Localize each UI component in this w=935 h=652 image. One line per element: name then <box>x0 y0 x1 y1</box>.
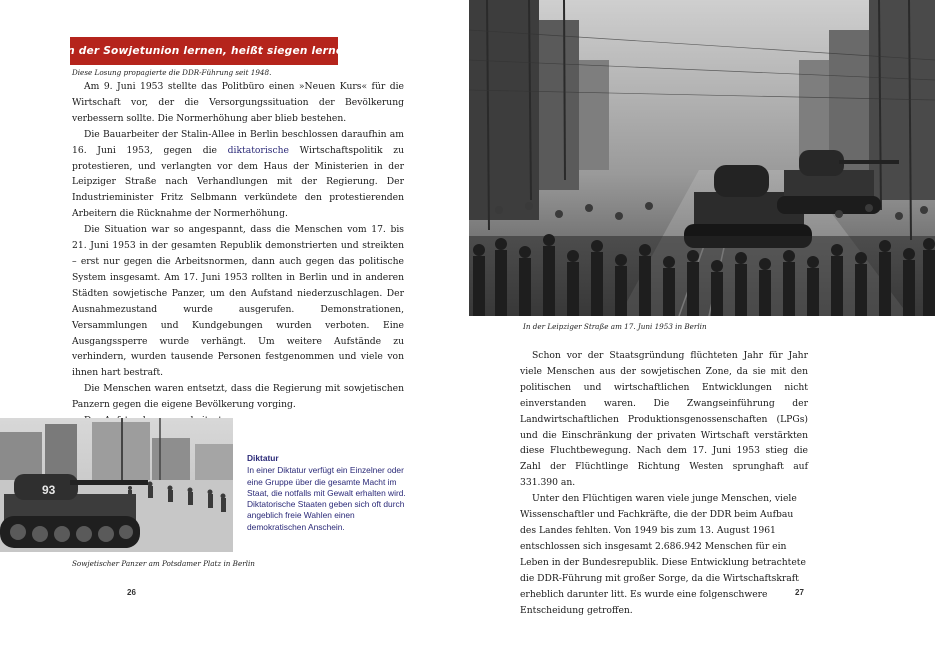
paragraph: Am 9. Juni 1953 stellte das Politbüro einen »Neuen Kurs« für die Wirtschaft vor, der die Versorgungssituation der Bevölkerung verbessern sollte. Die Normerhöhung aber blieb bestehen. <box>72 81 404 124</box>
page-number-right: 27 <box>795 588 804 597</box>
left-page <box>0 0 467 652</box>
glossary-box-diktatur <box>247 453 412 533</box>
glossary-definition: Diktatorische Staaten geben sich oft durch angeblich freie Wahlen einen demokratischen Anschein. <box>247 499 405 532</box>
paragraph-text: Wirtschaftspolitik zu protestieren, und verlangten vor dem Haus der Ministerien in der Leipziger Straße nach Verhandlungen mit der Regierung. Der Industrieminister Fritz Selbmann verkündete den protestierenden Arbeitern die Rücknahme der Normerhöhung. <box>72 144 404 220</box>
tank-number: 93 <box>42 483 56 497</box>
leipziger-strasse-photo <box>469 0 935 316</box>
street-protest-illustration <box>469 0 935 316</box>
paragraph-text: Die Bauarbeiter der Stalin-Allee in Berlin beschlossen daraufhin am 16. Juni 1953, gegen die <box>72 128 404 156</box>
paragraph: Die Situation war so angespannt, dass die Menschen vom 17. bis 21. Juni 1953 in der gesamten Republik demonstrierten und streikten – erst nur gegen die Arbeitsnormen, dann auch gegen das politische System insgesamt. Am 17. Juni 1953 rollten in Berlin und in anderen Städten sowjetische Panzer, um den Aufstand niederzuschlagen. Der Ausnahmezustand wurde ausgerufen. Demonstrationen, Versammlungen und Kundgebungen wurden verboten. Eine Ausgangssperre wurde verhängt. Um weitere Aufstände zu verhindern, wurden tausende Personen festgenommen und viele von ihnen hart bestraft. <box>72 224 404 379</box>
paragraph: Die Menschen waren entsetzt, dass die Regierung mit sowjetischen Panzern gegen die eigene Bevölkerung vorging. <box>72 383 404 411</box>
left-body-text <box>72 79 404 429</box>
glossary-definition: In einer Diktatur verfügt ein Einzelner oder eine Gruppe über die gesamte Macht im Staat, die notfalls mit Gewalt erhalten wird. <box>247 465 406 498</box>
banner-caption: Diese Losung propagierte die DDR-Führung seit 1948. <box>72 68 272 77</box>
glossary-term-link[interactable]: diktatorische <box>227 144 289 156</box>
small-photo-caption: Sowjetischer Panzer am Potsdamer Platz in Berlin <box>72 559 255 568</box>
tank-photo-illustration <box>0 418 233 552</box>
large-photo-caption: In der Leipziger Straße am 17. Juni 1953 in Berlin <box>523 322 707 331</box>
paragraph: Schon vor der Staatsgründung flüchteten Jahr für Jahr viele Menschen aus der sowjetischen Zone, da sie mit den politischen und wirtschaftlichen Entwicklungen nicht einverstanden waren. Die Zwangseinführung der Landwirtschaftlichen Produktionsgenossenschaften (LPGs) und die Einschränkung der privaten Wirtschaft verstärkten diese Fluchtbewegung. Nach dem 17. Juni 1953 stieg die Zahl der Flüchtlinge Richtung Westen sprunghaft auf 331.390 an. <box>520 350 808 489</box>
page-number-left: 26 <box>127 588 136 597</box>
right-body-text <box>520 348 808 618</box>
glossary-title: Diktatur <box>247 453 279 463</box>
slogan-banner: Von der Sowjetunion lernen, heißt siegen lernen! <box>70 37 338 65</box>
paragraph: Unter den Flüchtigen waren viele junge Menschen, viele Wissenschaftler und Fachkräfte, die der DDR beim Aufbau des Landes fehlten. Von 1949 bis zum 13. August 1961 entschlossen sich insgesamt 2.686.942 Menschen für ein Leben in der Bundesrepublik. Diese Entwicklung betrachtete die DDR-Führung mit großer Sorge, da die Wirtschaftskraft erheblich darunter litt. Es wurde eine folgenschwere Entscheidung getroffen. <box>520 493 806 616</box>
paragraph <box>72 127 404 222</box>
tank-potsdamer-platz-photo <box>0 418 233 552</box>
